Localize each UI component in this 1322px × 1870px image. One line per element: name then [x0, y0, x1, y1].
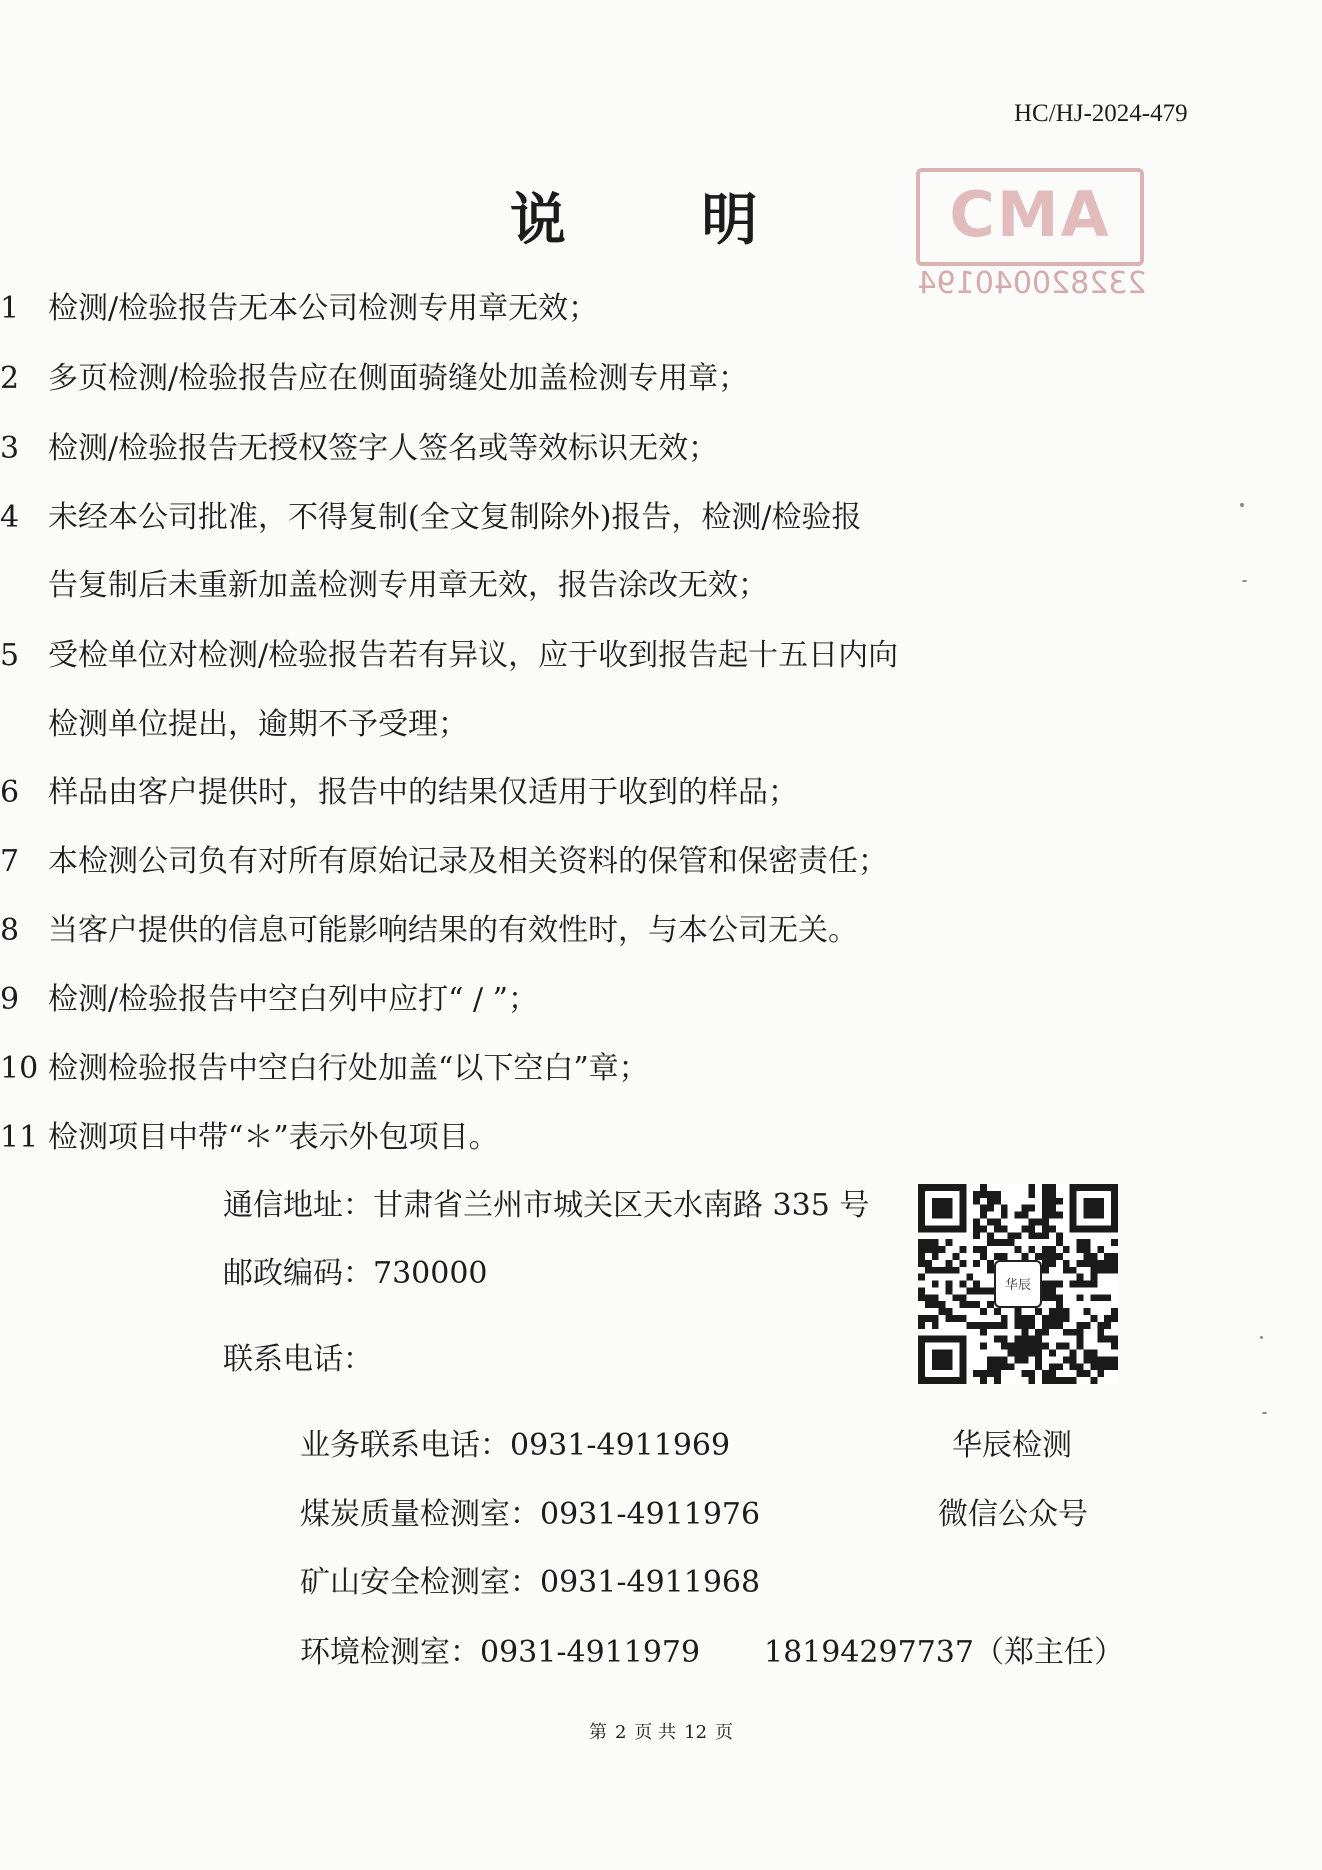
item-text: 检测检验报告中空白行处加盖“以下空白”章；	[48, 1051, 649, 1086]
item-text: 多页检测/检验报告应在侧面骑缝处加盖检测专用章；	[48, 361, 749, 396]
item-text: 受检单位对检测/检验报告若有异议，应于收到报告起十五日内向	[48, 638, 899, 673]
item-number: 9	[0, 982, 20, 1017]
item-text: 告复制后未重新加盖检测专用章无效，报告涂改无效；	[48, 568, 768, 603]
item-text: 未经本公司批准，不得复制(全文复制除外)报告，检测/检验报	[48, 500, 862, 535]
item-number: 7	[0, 844, 20, 879]
list-item-9	[0, 974, 538, 1018]
list-item-4	[0, 492, 862, 536]
list-item-2	[0, 353, 748, 397]
footer-pre: 第	[588, 1722, 607, 1743]
phone-business: 业务联系电话：0931-4911969	[300, 1428, 731, 1463]
list-item-1	[0, 283, 598, 327]
scan-speck	[1262, 1412, 1267, 1414]
page-footer	[0, 1718, 1322, 1744]
phone-mine-lab: 矿山安全检测室：0931-4911968	[300, 1565, 761, 1600]
page-title: 说 明	[510, 187, 816, 253]
postcode: 邮政编码：730000	[223, 1256, 488, 1291]
seal-number: 232820040194	[917, 266, 1147, 301]
scan-speck	[1242, 580, 1247, 582]
item-number: 6	[0, 775, 20, 810]
item-text: 检测单位提出，逾期不予受理；	[48, 707, 468, 742]
item-number: 3	[0, 431, 20, 466]
list-item-3	[0, 423, 718, 467]
wechat-qr-code	[918, 1184, 1118, 1384]
item-text: 检测项目中带“＊”表示外包项目。	[48, 1120, 499, 1155]
phone-heading: 联系电话：	[223, 1342, 373, 1377]
item-text: 样品由客户提供时，报告中的结果仅适用于收到的样品；	[48, 775, 798, 810]
list-item-11	[0, 1112, 499, 1156]
item-number: 5	[0, 638, 20, 673]
phone-coal-lab: 煤炭质量检测室：0931-4911976	[300, 1497, 761, 1532]
footer-total: 12	[684, 1722, 708, 1743]
item-number: 1	[0, 291, 20, 326]
item-text: 检测/检验报告无授权签字人签名或等效标识无效；	[48, 431, 719, 466]
item-number: 4	[0, 500, 20, 535]
footer-page: 2	[614, 1722, 627, 1743]
list-item-5	[0, 630, 898, 674]
item-number: 10	[0, 1051, 39, 1086]
item-text: 本检测公司负有对所有原始记录及相关资料的保管和保密责任；	[48, 844, 888, 879]
footer-post: 页	[715, 1722, 734, 1743]
list-item-6	[0, 767, 798, 811]
cma-seal	[908, 164, 1148, 314]
phone-environment-lab: 环境检测室：0931-4911979	[300, 1635, 701, 1670]
item-text: 检测/检验报告中空白列中应打“ / ”；	[48, 982, 538, 1017]
item-number: 8	[0, 913, 20, 948]
qr-logo: 华辰	[994, 1260, 1042, 1308]
address: 通信地址：甘肃省兰州市城关区天水南路 335 号	[223, 1188, 870, 1223]
scan-speck	[1240, 503, 1244, 507]
scan-speck	[1260, 1336, 1263, 1339]
list-item-5-cont	[0, 699, 468, 743]
qr-caption-subtitle: 微信公众号	[938, 1497, 1088, 1532]
seal-letters: CMA	[949, 178, 1111, 251]
qr-caption-name: 华辰检测	[952, 1428, 1072, 1463]
list-item-4-cont	[0, 560, 768, 604]
list-item-8	[0, 905, 858, 949]
list-item-7	[0, 836, 888, 880]
footer-mid: 页 共	[634, 1722, 677, 1743]
list-item-10	[0, 1043, 649, 1087]
item-text: 当客户提供的信息可能影响结果的有效性时，与本公司无关。	[48, 913, 858, 948]
item-text: 检测/检验报告无本公司检测专用章无效；	[48, 291, 599, 326]
item-number: 2	[0, 361, 20, 396]
doc-number: HC/HJ-2024-479	[1014, 100, 1188, 127]
item-number: 11	[0, 1120, 39, 1155]
phone-director: 18194297737（郑主任）	[764, 1635, 1124, 1670]
